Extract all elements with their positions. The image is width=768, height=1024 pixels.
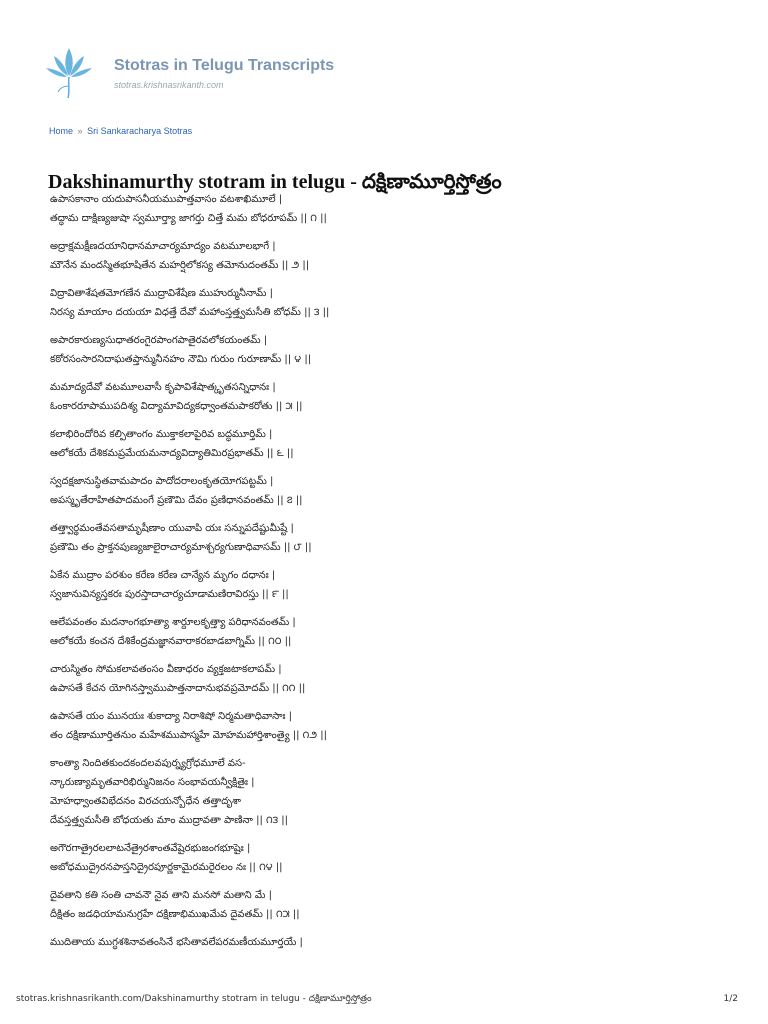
page-number: 1/2 (723, 994, 738, 1004)
verse-block (50, 425, 730, 463)
verse-block (50, 237, 730, 275)
verse-line: కాంత్యా నిందితకుందకందలవపుర్న్యగ్రోధమూలే వస- (50, 758, 246, 769)
page-title: Dakshinamurthy stotram in telugu - దక్షిణామూర్తిస్తోత్రం (48, 171, 502, 194)
verse-line: విద్రావితాశేషతమోగణేన ముద్రావిశేషేణ ముహుర్మునీనామ్ | (50, 288, 274, 299)
verse-block (50, 331, 730, 369)
site-title[interactable]: Stotras in Telugu Transcripts (114, 57, 335, 74)
verse-block (50, 472, 730, 510)
verse-line: ఆలోకయే కంచన దేశికేంద్రమజ్ఞానవారాకరబాడబాగ్నిమ్ || ౧౦ || (50, 636, 292, 647)
verse-line: ముదితాయ ముగ్ధశశినావతంసినే భసితావలేపరమణీయమూర్తయే | (50, 937, 303, 948)
breadcrumb-category-link[interactable]: Sri Sankaracharya Stotras (87, 126, 193, 136)
verse-list (50, 190, 730, 952)
verse-block (50, 754, 730, 830)
breadcrumb-home-link[interactable]: Home (49, 126, 74, 136)
verse-line: అపస్మృతేరాహితపాదమంగే ప్రణౌమి దేవం ప్రణిధానవంతమ్ || ౭ || (50, 495, 303, 506)
verse-line: కఠోరసంసారనిదాఘతప్తాన్మునీనహం నౌమి గురుం గురూణామ్ || ౪ || (50, 354, 312, 365)
verse-line: ఓంకారరూపాముపదిశ్య విద్యామావిద్యకధ్వాంతమపాకరోతు || ౫ || (50, 401, 303, 412)
verse-line: స్వజానువిన్యస్తకరః పురస్తాదాచార్యచూడామణిరావిరస్తు || ౯ || (50, 589, 289, 600)
verse-block (50, 707, 730, 745)
verse-line: తత్త్వార్థమంతేవసతామృషీణాం యువాపి యః సన్నుపదేష్టుమీష్టే | (50, 523, 294, 534)
verse-block (50, 190, 730, 228)
verse-line: అగౌరగాత్రైరలలాటనేత్రైరశాంతవేషైరభుజంగభూషైః | (50, 843, 251, 854)
verse-line: ఏకేన ముద్రాం పరశుం కరేణ కరేణ చాన్యేన మృగం దధానః | (50, 570, 276, 581)
verse-line: తం దక్షిణామూర్తితనుం మహేశముపాస్మహే మోహమహార్తిశాంత్యై || ౧౨ || (50, 730, 327, 741)
verse-line: కలాభిరిందోరివ కల్పితాంగం ముక్తాకలాపైరివ బద్ధమూర్తిమ్ | (50, 429, 273, 440)
verse-block (50, 566, 730, 604)
lotus-logo-icon (44, 44, 94, 100)
verse-block (50, 933, 730, 952)
verse-line: ఉపాసతే కేచన యోగినస్త్వాముపాత్తనాదానుభవప్రమోదమ్ || ౧౧ || (50, 683, 306, 694)
verse-line: స్వదక్షజానుస్థితవామపాదం పాదోదరాలంకృతయోగపట్టమ్ | (50, 476, 274, 487)
verse-block (50, 886, 730, 924)
verse-line: ఉపాసకానాం యదుపాసనీయముపాత్తవాసం వటశాఖిమూలే | (50, 194, 283, 205)
verse-line: మమాద్యదేవో వటమూలవాసీ కృపావిశేషాత్కృతసన్నిధానః | (50, 382, 276, 393)
verse-line: అపారకారుణ్యసుధాతరంగైరపాంగపాతైరవలోకయంతమ్ | (50, 335, 268, 346)
site-subtitle[interactable]: stotras.krishnasrikanth.com (114, 80, 224, 90)
verse-block (50, 839, 730, 877)
verse-block (50, 519, 730, 557)
verse-line: నిరస్య మాయాం దయయా విధత్తే దేవో మహాంస్తత్త్వమసీతి బోధమ్ || ౩ || (50, 307, 330, 318)
verse-line: న్కారుణ్యామృతవారిభిర్మునిజనం సంభావయన్వీక్షితైః | (50, 777, 255, 788)
verse-line: ఆలోకయే దేశికమప్రమేయమనాద్యవిద్యాతిమిరప్రభాతమ్ || ౬ || (50, 448, 294, 459)
verse-line: అద్రాక్షమక్షీణదయానిధానమాచార్యమాద్యం వటమూలభాగే | (50, 241, 276, 252)
verse-block (50, 660, 730, 698)
verse-block (50, 613, 730, 651)
verse-block (50, 284, 730, 322)
verse-line: మోహధ్వాంతవిభేదనం విరచయన్బోధేన తత్తాదృశా (50, 796, 241, 807)
verse-line: దేవస్తత్త్వమసీతి బోధయతు మాం ముద్రావతా పాణినా || ౧౩ || (50, 815, 289, 826)
verse-line: ఆలేపవంతం మదనాంగభూత్యా శార్దూలకృత్త్యా పరిధానవంతమ్ | (50, 617, 296, 628)
verse-line: ప్రణౌమి తం ప్రాక్తనపుణ్యజాలైరాచార్యమాశ్చర్యగుణాధివాసమ్ || ౮ || (50, 542, 312, 553)
breadcrumb-separator: » (77, 126, 83, 136)
verse-line: తద్ధామ దాక్షిణ్యజుషా స్వమూర్త్యా జాగర్తు చిత్తే మమ బోధరూపమ్ || ౧ || (50, 213, 327, 224)
verse-line: మౌనేన మందస్మితభూషితేన మహర్షిలోకస్య తమోనుదంతమ్ || ౨ || (50, 260, 310, 271)
verse-line: చారుస్మితం సోమకలావతంసం వీణాధరం వ్యక్తజటాకలాపమ్ | (50, 664, 282, 675)
verse-line: దైవతాని కతి సంతి చావనౌ నైవ తాని మనసో మతాని మే | (50, 890, 272, 901)
verse-line: ఉపాసతే యం మునయః శుకాద్యా నిరాశిషో నిర్మమతాధివాసాః | (50, 711, 292, 722)
footer-url: stotras.krishnasrikanth.com/Dakshinamurthy stotram in telugu - దక్షిణామూర్తిస్తోత్రం (16, 994, 372, 1004)
verse-line: దీక్షితం జడధియామనుగ్రహే దక్షిణాభిముఖమేవ దైవతమ్ || ౧౫ || (50, 909, 300, 920)
verse-block (50, 378, 730, 416)
verse-line: అబోధముద్రైరనపాస్తనిద్రైరపూర్ణకామైరమరైరలం నః || ౧౪ || (50, 862, 283, 873)
breadcrumb (49, 126, 192, 136)
